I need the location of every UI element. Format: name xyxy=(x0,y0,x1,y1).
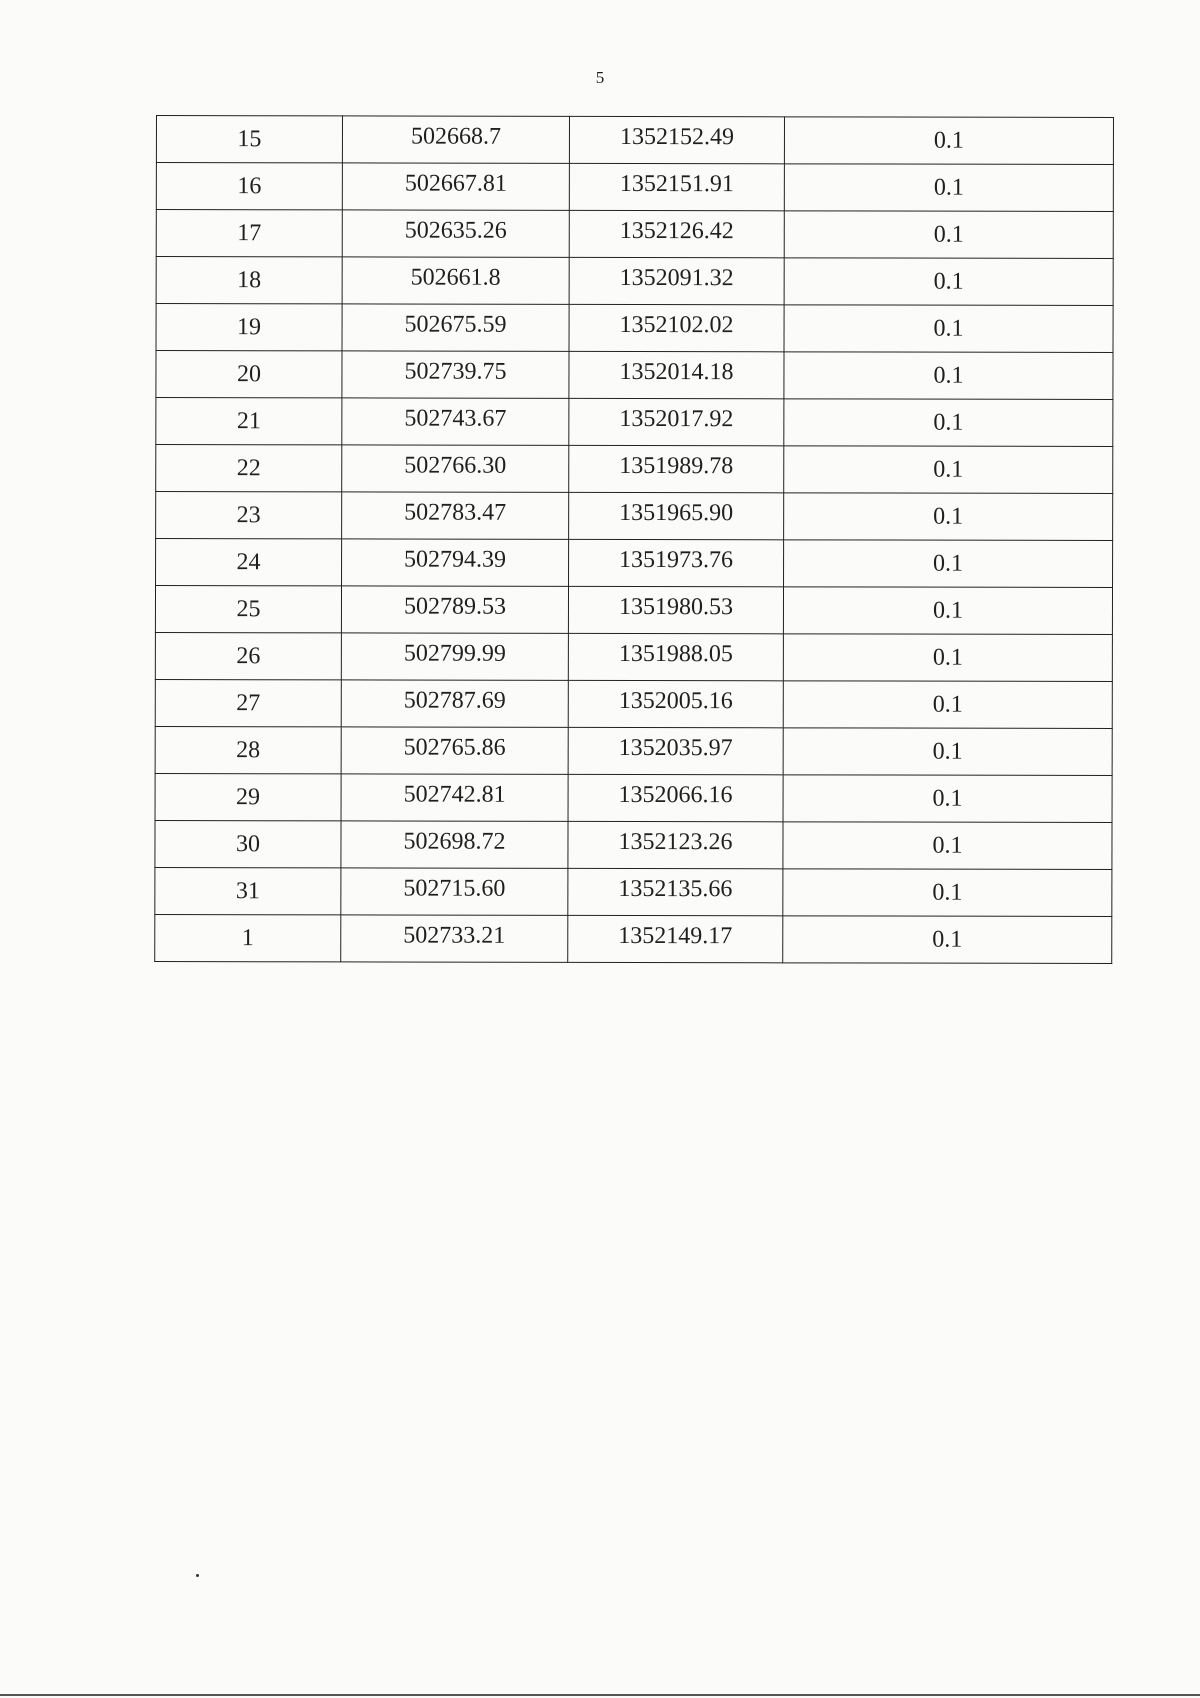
y-coordinate-cell: 1352066.16 xyxy=(568,774,783,821)
table-row xyxy=(156,304,1113,353)
point-number-cell: 27 xyxy=(155,679,341,726)
page-bottom-edge xyxy=(0,1694,1200,1696)
tolerance-cell: 0.1 xyxy=(784,540,1113,588)
x-coordinate-cell: 502675.59 xyxy=(342,304,569,351)
x-coordinate-cell: 502783.47 xyxy=(342,492,569,539)
x-coordinate-cell: 502789.53 xyxy=(341,586,568,633)
x-coordinate-cell: 502667.81 xyxy=(342,163,569,210)
point-number-cell: 1 xyxy=(155,914,341,961)
y-coordinate-cell: 1351988.05 xyxy=(568,633,783,680)
x-coordinate-cell: 502715.60 xyxy=(341,868,568,915)
point-number-cell: 26 xyxy=(155,632,341,679)
y-coordinate-cell: 1352126.42 xyxy=(569,210,784,257)
tolerance-cell: 0.1 xyxy=(784,446,1113,494)
x-coordinate-cell: 502661.8 xyxy=(342,257,569,304)
page-number: 5 xyxy=(595,68,605,87)
x-coordinate-cell: 502799.99 xyxy=(341,633,568,680)
point-number-cell: 19 xyxy=(156,304,342,351)
table-row xyxy=(156,398,1113,447)
y-coordinate-cell: 1352149.17 xyxy=(568,915,783,962)
coordinates-table-body xyxy=(155,116,1114,964)
tolerance-cell: 0.1 xyxy=(784,117,1113,165)
x-coordinate-cell: 502742.81 xyxy=(341,774,568,821)
y-coordinate-cell: 1352091.32 xyxy=(569,257,784,304)
y-coordinate-cell: 1352152.49 xyxy=(569,116,784,163)
table-row xyxy=(156,492,1113,541)
point-number-cell: 25 xyxy=(155,586,341,633)
table-row xyxy=(155,632,1112,681)
point-number-cell: 30 xyxy=(155,820,341,867)
table-row xyxy=(155,914,1112,963)
x-coordinate-cell: 502733.21 xyxy=(341,915,568,962)
table-row xyxy=(155,867,1112,916)
table-row xyxy=(155,820,1112,869)
tolerance-cell: 0.1 xyxy=(784,305,1113,353)
tolerance-cell: 0.1 xyxy=(783,634,1112,682)
y-coordinate-cell: 1352014.18 xyxy=(569,351,784,398)
point-number-cell: 20 xyxy=(156,351,342,398)
table-row xyxy=(156,163,1113,212)
table-row xyxy=(156,116,1113,165)
y-coordinate-cell: 1352151.91 xyxy=(569,163,784,210)
table-row xyxy=(155,586,1112,635)
tolerance-cell: 0.1 xyxy=(784,211,1113,259)
y-coordinate-cell: 1351973.76 xyxy=(569,539,784,586)
y-coordinate-cell: 1351989.78 xyxy=(569,445,784,492)
y-coordinate-cell: 1352102.02 xyxy=(569,304,784,351)
table-row xyxy=(156,351,1113,400)
tolerance-cell: 0.1 xyxy=(783,869,1112,917)
y-coordinate-cell: 1352017.92 xyxy=(569,398,784,445)
point-number-cell: 28 xyxy=(155,726,341,773)
table-row xyxy=(155,726,1112,775)
tolerance-cell: 0.1 xyxy=(783,775,1112,823)
coordinates-table xyxy=(154,115,1114,964)
x-coordinate-cell: 502739.75 xyxy=(342,351,569,398)
point-number-cell: 22 xyxy=(156,445,342,492)
x-coordinate-cell: 502794.39 xyxy=(342,539,569,586)
table-row xyxy=(156,257,1113,306)
x-coordinate-cell: 502698.72 xyxy=(341,821,568,868)
tolerance-cell: 0.1 xyxy=(784,352,1113,400)
x-coordinate-cell: 502787.69 xyxy=(341,680,568,727)
table-row xyxy=(155,773,1112,822)
x-coordinate-cell: 502766.30 xyxy=(342,445,569,492)
x-coordinate-cell: 502765.86 xyxy=(341,727,568,774)
scan-speck xyxy=(196,1574,199,1577)
y-coordinate-cell: 1352035.97 xyxy=(568,727,783,774)
table-row xyxy=(155,679,1112,728)
point-number-cell: 21 xyxy=(156,398,342,445)
point-number-cell: 29 xyxy=(155,773,341,820)
tolerance-cell: 0.1 xyxy=(783,916,1112,964)
y-coordinate-cell: 1352123.26 xyxy=(568,821,783,868)
point-number-cell: 31 xyxy=(155,867,341,914)
tolerance-cell: 0.1 xyxy=(783,681,1112,729)
tolerance-cell: 0.1 xyxy=(784,164,1113,212)
point-number-cell: 17 xyxy=(156,210,342,257)
table-row xyxy=(156,539,1113,588)
x-coordinate-cell: 502743.67 xyxy=(342,398,569,445)
point-number-cell: 24 xyxy=(156,539,342,586)
x-coordinate-cell: 502668.7 xyxy=(342,116,569,163)
point-number-cell: 23 xyxy=(156,492,342,539)
y-coordinate-cell: 1351980.53 xyxy=(568,586,783,633)
table-row xyxy=(156,445,1113,494)
tolerance-cell: 0.1 xyxy=(783,822,1112,870)
point-number-cell: 15 xyxy=(156,116,342,163)
point-number-cell: 16 xyxy=(156,163,342,210)
y-coordinate-cell: 1351965.90 xyxy=(569,492,784,539)
tolerance-cell: 0.1 xyxy=(784,493,1113,541)
tolerance-cell: 0.1 xyxy=(784,258,1113,306)
table-row xyxy=(156,210,1113,259)
tolerance-cell: 0.1 xyxy=(784,399,1113,447)
point-number-cell: 18 xyxy=(156,257,342,304)
y-coordinate-cell: 1352135.66 xyxy=(568,868,783,915)
y-coordinate-cell: 1352005.16 xyxy=(568,680,783,727)
tolerance-cell: 0.1 xyxy=(783,587,1112,635)
x-coordinate-cell: 502635.26 xyxy=(342,210,569,257)
tolerance-cell: 0.1 xyxy=(783,728,1112,776)
